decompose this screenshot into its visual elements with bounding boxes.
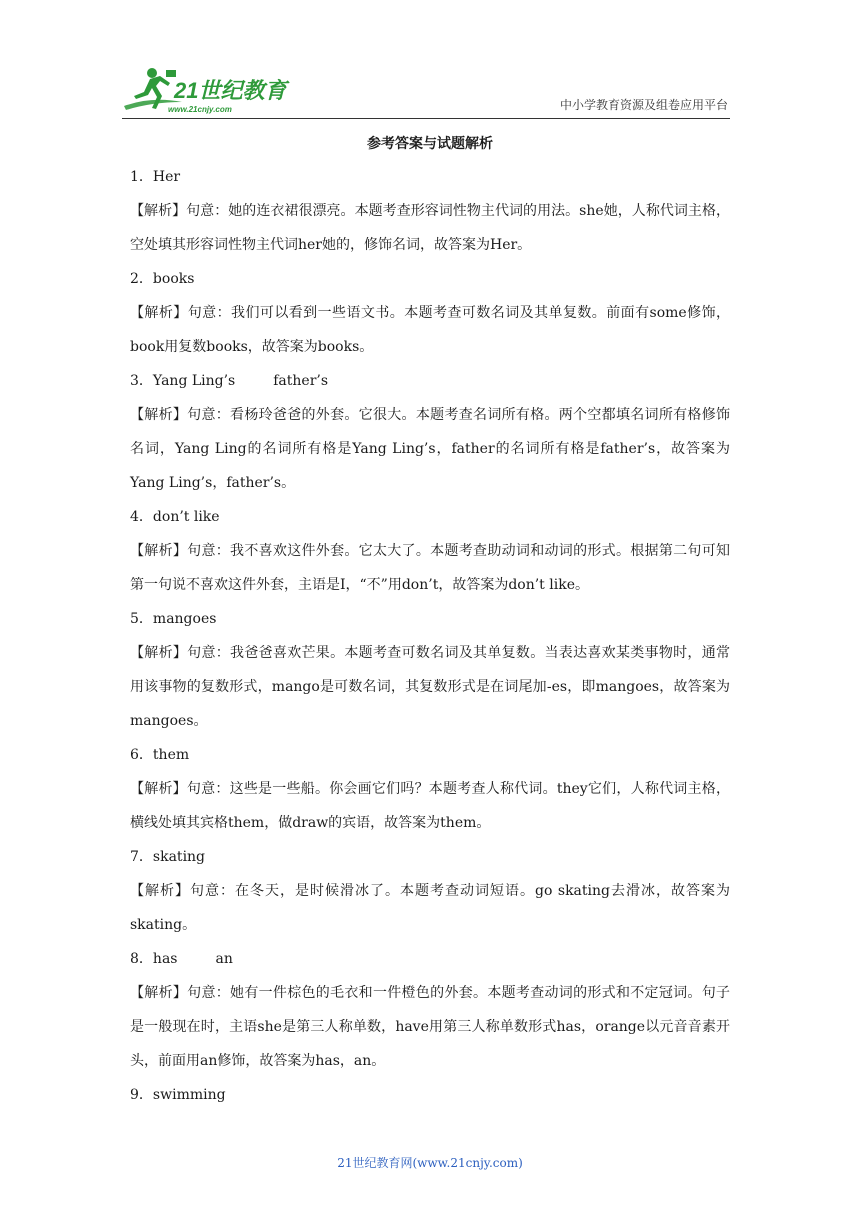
answer-item [130, 262, 730, 364]
answer-list [130, 160, 730, 1112]
analysis-text: 【解析】句意：这些是一些船。你会画它们吗？本题考查人称代词。they它们，人称代词主格，横线处填其宾格them，做draw的宾语，故答案为them。 [130, 781, 730, 831]
analysis-text: 【解析】句意：她的连衣裙很漂亮。本题考查形容词性物主代词的用法。she她，人称代词主格，空处填其形容词性物主代词her她的，修饰名词，故答案为Her。 [130, 203, 730, 253]
answer-item [130, 942, 730, 1078]
answer-line [130, 160, 730, 194]
question-number: 1． [130, 169, 153, 185]
answer-text: Her [152, 169, 181, 185]
page-title: 参考答案与试题解析 [367, 136, 493, 152]
header-slogan: 中小学教育资源及组卷应用平台 [559, 98, 728, 112]
question-number: 4． [130, 509, 153, 525]
page-header [0, 0, 860, 122]
answer-line [130, 1078, 730, 1112]
question-number: 7． [130, 849, 153, 865]
answer-text: them [152, 747, 190, 763]
answer-item [130, 1078, 730, 1112]
answer-item [130, 160, 730, 262]
answer-text: don’t like [152, 509, 220, 525]
answer-text: skating [152, 849, 206, 865]
answer-text: father’s [273, 373, 329, 389]
question-number: 2． [130, 271, 153, 287]
answer-line [130, 262, 730, 296]
analysis-text: 【解析】句意：我爸爸喜欢芒果。本题考查可数名词及其单复数。当表达喜欢某类事物时，通常用该事物的复数形式，mango是可数名词，其复数形式是在词尾加-es，即mangoes，故答案为mangoes。 [130, 645, 730, 729]
answer-text: swimming [152, 1087, 226, 1103]
answer-line [130, 364, 730, 398]
analysis-text: 【解析】句意：我们可以看到一些语文书。本题考查可数名词及其单复数。前面有some修饰，book用复数books，故答案为books。 [130, 305, 730, 355]
answer-text: an [215, 951, 233, 967]
answer-line [130, 840, 730, 874]
answer-item [130, 364, 730, 500]
site-logo [122, 66, 292, 116]
answer-text: books [152, 271, 195, 287]
answer-line [130, 500, 730, 534]
answer-line [130, 942, 730, 976]
question-number: 9． [130, 1087, 153, 1103]
answer-text: has [152, 951, 178, 967]
answer-line [130, 738, 730, 772]
answer-line [130, 602, 730, 636]
answer-item [130, 500, 730, 602]
analysis-text: 【解析】句意：我不喜欢这件外套。它太大了。本题考查助动词和动词的形式。根据第二句可知第一句说不喜欢这件外套，主语是I，“不”用don’t，故答案为don’t like。 [130, 543, 730, 593]
page-footer: 21世纪教育网(www.21cnjy.com) [337, 1156, 523, 1170]
answer-text: Yang Ling’s [152, 373, 236, 389]
answer-item [130, 840, 730, 942]
answer-item [130, 738, 730, 840]
answer-item [130, 602, 730, 738]
logo-text: 21世纪教育 [174, 78, 287, 103]
analysis-text: 【解析】句意：她有一件棕色的毛衣和一件橙色的外套。本题考查动词的形式和不定冠词。句子是一般现在时，主语she是第三人称单数，have用第三人称单数形式has，orange以元音音素开头，前面用an修饰，故答案为has，an。 [130, 985, 730, 1069]
answer-text: mangoes [152, 611, 217, 627]
header-divider [122, 118, 730, 119]
analysis-text: 【解析】句意：在冬天，是时候滑冰了。本题考查动词短语。go skating去滑冰，故答案为skating。 [130, 883, 730, 933]
question-number: 8． [130, 951, 153, 967]
question-number: 6． [130, 747, 153, 763]
logo-url: www.21cnjy.com [168, 105, 232, 114]
question-number: 3． [130, 373, 153, 389]
analysis-text: 【解析】句意：看杨玲爸爸的外套。它很大。本题考查名词所有格。两个空都填名词所有格修饰名词，Yang Ling的名词所有格是Yang Ling’s，father的名词所有格是father’s，故答案为Yang Ling’s，father’s。 [130, 407, 730, 491]
question-number: 5． [130, 611, 153, 627]
